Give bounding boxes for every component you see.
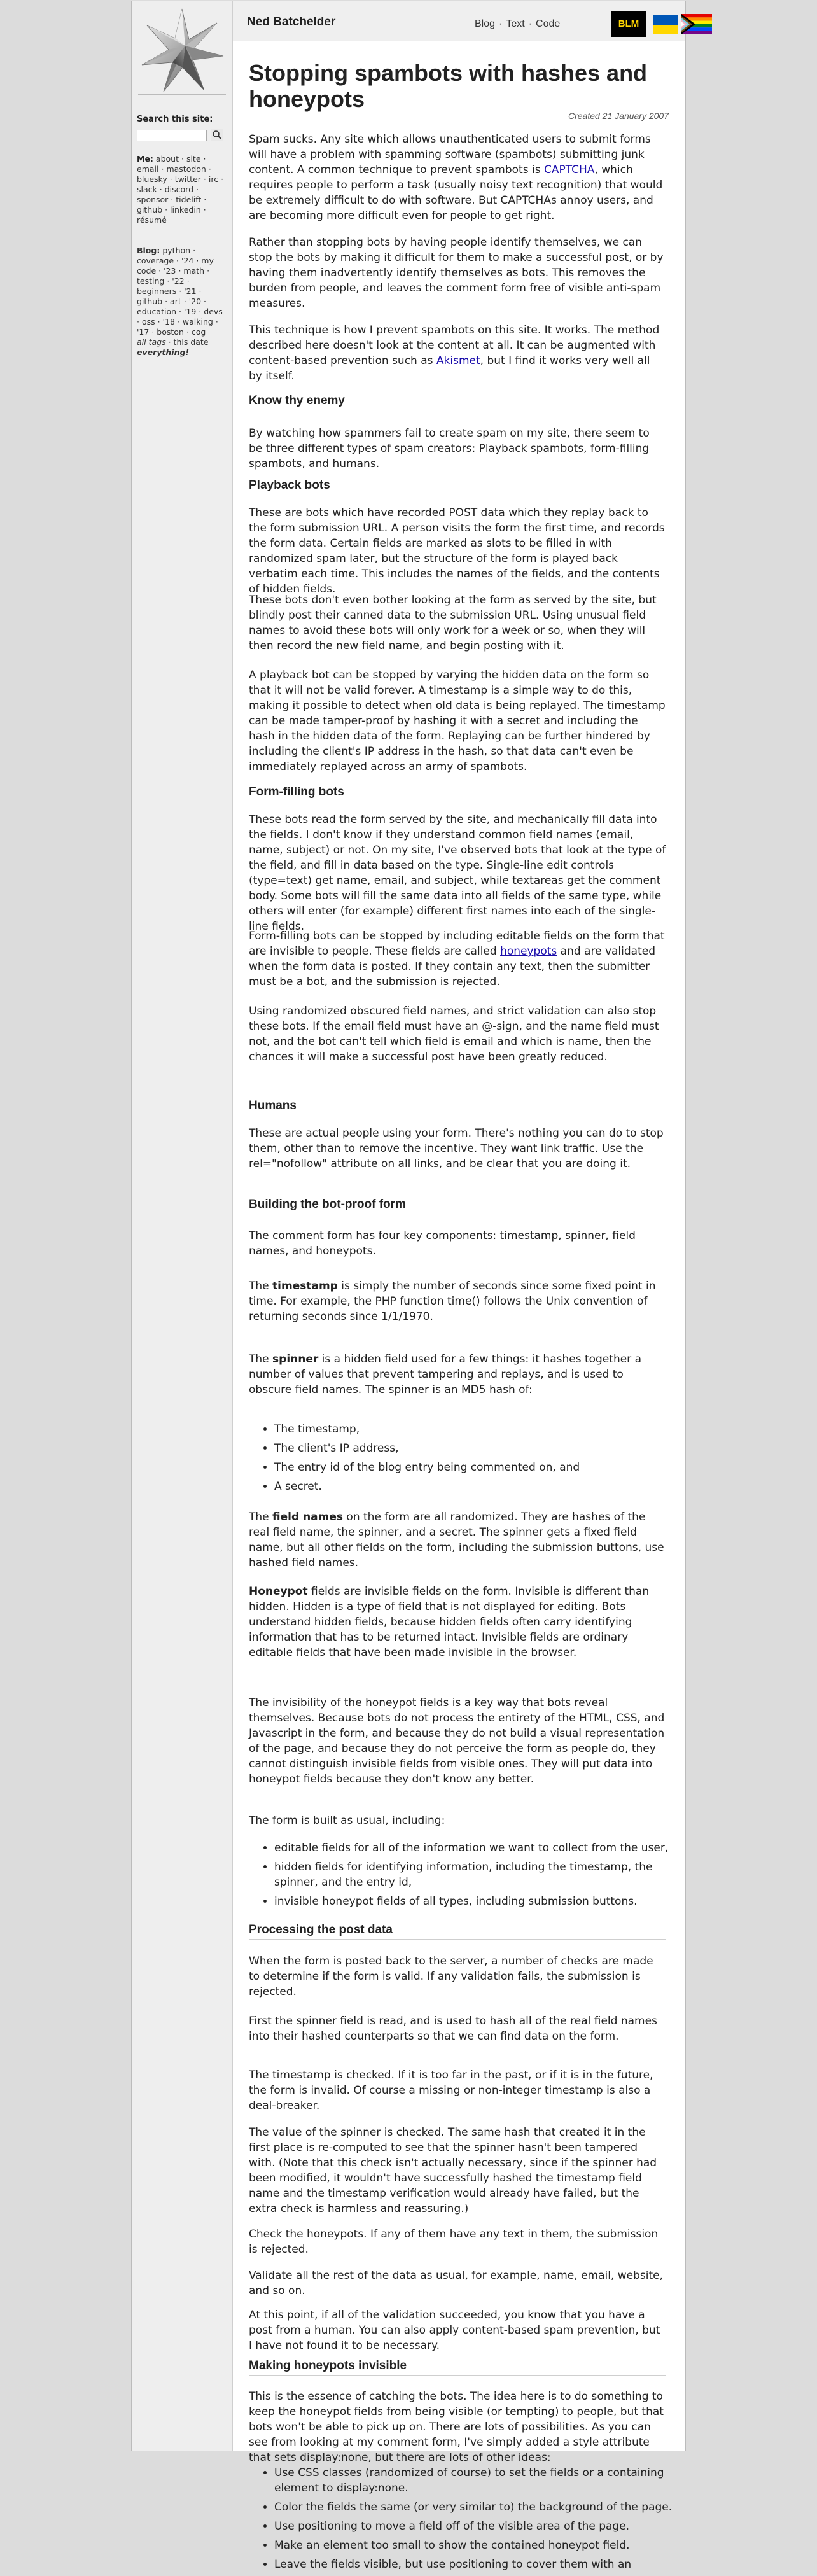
para-text: The (249, 1280, 273, 1292)
heading-processing: Processing the post data (249, 1923, 666, 1940)
sep: · (177, 317, 180, 326)
page (131, 1, 686, 2571)
top-nav (473, 18, 562, 30)
para-19: When the form is posted back to the server, a number of checks are made to determine if the form is valid. If any validation fails, the submission is rejected. (249, 1955, 653, 1998)
blog-link-beginners[interactable]: beginners (137, 286, 177, 296)
sep: · (151, 327, 155, 337)
para-text: The (249, 1353, 273, 1366)
blog-link-all-tags[interactable]: all tags (137, 337, 166, 347)
blog-link-coverage[interactable]: coverage (137, 256, 174, 265)
me-link-linkedin[interactable]: linkedin (170, 205, 201, 214)
sep: · (208, 164, 211, 174)
blog-link-19[interactable]: '19 (183, 307, 197, 316)
para-text: Form-filling bots can be stopped by including editable fields on the form that are invisible to people. These fields are called (249, 930, 665, 958)
blm-badge[interactable]: BLM (611, 11, 646, 37)
para-text: This technique is how I prevent spambots on this site. It works. The method described here doesn't look at the content at all. It can be augmented with content-based prevention such as (249, 324, 660, 367)
para-13 (249, 1278, 666, 1324)
blog-link-walking[interactable]: walking (182, 317, 213, 326)
me-link-twitter[interactable]: twitter (174, 174, 201, 184)
me-links (137, 154, 227, 225)
para-text: on the form are all randomized. They are hashes of the real field name, the spinner, and a secret. The spinner gets a fixed field name, but all other fields on the form, including the submission buttons, use hashed field names. (249, 1511, 664, 1569)
para-14 (249, 1352, 666, 1397)
para-17: The invisibility of the honeypot fields is a key way that bots reveal themselves. Because bots do not process the entirety of the HTML, CSS, and Javascript in the form, and because they do not build a visual representation of the page, and because they do not perceive the form as people do, they cannot distinguish invisible fields from visible ones. They will put data into honeypot fields because they don't know any better. (249, 1697, 665, 1786)
blog-link-17[interactable]: '17 (137, 327, 150, 337)
sep: · (215, 317, 218, 326)
invisible-list (249, 2465, 692, 2576)
sep: · (171, 195, 174, 204)
star-logo-icon (138, 6, 226, 94)
sep: · (203, 154, 206, 164)
blog-link-oss[interactable]: oss (141, 317, 155, 326)
search-icon (211, 129, 223, 141)
blog-link-art[interactable]: art (170, 297, 181, 306)
me-link-email[interactable]: email (137, 164, 159, 174)
blog-link-23[interactable]: '23 (164, 266, 176, 276)
blog-link-18[interactable]: '18 (162, 317, 175, 326)
heading-form-filling-bots: Form-filling bots (249, 785, 344, 799)
me-link-bluesky[interactable]: bluesky (137, 174, 167, 184)
sep: · (199, 307, 202, 316)
para-24: Validate all the rest of the data as usual, for example, name, email, website, and so on. (249, 2269, 664, 2297)
sep: · (196, 256, 199, 265)
term-field-names: field names (272, 1511, 344, 1523)
sep: · (167, 276, 170, 286)
sep: · (203, 174, 206, 184)
term-timestamp: timestamp (272, 1280, 338, 1292)
blog-link-my-code[interactable]: my code (137, 256, 214, 276)
para-21: The timestamp is checked. If it is too far in the past, or if it is in the future, the form is invalid. Of course a missing or non-integer timestamp is also a deal-breaker. (249, 2069, 653, 2112)
nav-sep: · (499, 18, 503, 29)
heading-invisible-honeypots: Making honeypots invisible (249, 2359, 666, 2376)
list-item: • invisible honeypot fields of all types, including submission buttons. (274, 1894, 692, 1909)
created-date: Created 21 January 2007 (568, 111, 669, 121)
list-item: • Leave the fields visible, but use positioning to cover them with an (274, 2557, 692, 2572)
sep: · (168, 337, 171, 347)
blog-link-22[interactable]: '22 (172, 276, 185, 286)
me-link-tidelift[interactable]: tidelift (176, 195, 202, 204)
sep: · (165, 297, 168, 306)
sep: · (193, 246, 196, 255)
blog-link-24[interactable]: '24 (181, 256, 194, 265)
para-26: This is the essence of catching the bots. The idea here is to do something to keep the honeypot fields from being visible (or tempting) to people, but that bots won't be able to pick up on. There are lots of possibilities. As you can see from looking at my comment form, I've simply added a style attribute that sets display:none, but there are lots of other ideas: (249, 2390, 664, 2464)
blog-link-20[interactable]: '20 (188, 297, 202, 306)
list-item: • The entry id of the blog entry being commented on, and (274, 1460, 692, 1475)
akismet-link[interactable]: Akismet (436, 354, 480, 367)
sep: · (158, 266, 162, 276)
blog-links (137, 246, 227, 358)
blog-link-21[interactable]: '21 (184, 286, 197, 296)
list-item: • editable fields for all of the information we want to collect from the user, (274, 1840, 692, 1856)
blog-link-cog[interactable]: cog (191, 327, 206, 337)
sep: · (186, 276, 190, 286)
sep: · (165, 205, 168, 214)
me-link-github[interactable]: github (137, 205, 163, 214)
me-link-slack[interactable]: slack (137, 185, 157, 194)
sep: · (179, 307, 181, 316)
para-5: These are bots which have recorded POST data which they replay back to the form submission URL. A person visits the form the first time, and records the form data. Certain fields are marked as slots to be filled in with randomized spam later, but the structure of the form is played back verbatim each time. This includes the names of the fields, and the contents of hidden fields. (249, 507, 665, 596)
heading-playback-bots: Playback bots (249, 479, 330, 492)
form-list (249, 1840, 692, 1913)
search-label: Search this site: (137, 115, 213, 124)
sep: · (183, 297, 186, 306)
site-logo[interactable] (138, 6, 226, 95)
para-intro (249, 132, 666, 223)
para-10: Using randomized obscured field names, and strict validation can also stop these bots. If the email field must have an @-sign, and the name field must not, and the bot can't tell which field is email and which is name, then the chances it will make a successful post have been greatly reduced. (249, 1005, 659, 1063)
para-7: A playback bot can be stopped by varying the hidden data on the form so that it will not be valid forever. A timestamp is a simple way to do this, making it possible to detect when old data is being replayed. The timestamp can be made tamper-proof by hashing it with a secret and including the hash in the hidden data of the form. Replaying can be further hindered by including the client's IP address in the hash, so that data can't even be immediately replayed across an army of spambots. (249, 669, 666, 773)
blog-link-github[interactable]: github (137, 297, 163, 306)
me-link-site[interactable]: site (186, 154, 201, 164)
blog-link-devs[interactable]: devs (204, 307, 223, 316)
para-text: Spam sucks. Any site which allows unauthenticated users to submit forms will have a problem with spamming software (spambots) submitting junk content. A common technique to prevent spambots is (249, 133, 651, 176)
para-18: The form is built as usual, including: (249, 1814, 445, 1827)
nav-sep: · (528, 18, 533, 29)
site-header (233, 1, 685, 41)
sep: · (181, 154, 184, 164)
me-link-about[interactable]: about (155, 154, 179, 164)
blog-link-everything[interactable]: everything! (137, 347, 190, 357)
sep: · (204, 195, 207, 204)
para-6: These bots don't even bother looking at the form as served by the site, but blindly post their canned data to the submission URL. Using unusual field names to avoid these bots will only work for a week or so, when they will then record the new field name, and begin posting with it. (249, 594, 657, 652)
para-text: fields are invisible fields on the form. Invisible is different than hidden. Hidden is a type of field that is not displayed for editing. Bots understand hidden fields, because hidden fields often carry identifying information that has to be returned intact. Invisible fields are ordinary editable fields that have been made invisible in the browser. (249, 1585, 650, 1659)
blog-link-testing[interactable]: testing (137, 276, 165, 286)
captcha-link[interactable]: CAPTCHA (543, 164, 595, 176)
para-text: is a hidden field used for a few things: it hashes together a number of values that prevent tampering and replays, and is used to obscure field names. The spinner is an MD5 hash of: (249, 1353, 641, 1396)
para-16 (249, 1584, 666, 1660)
list-item: • The client's IP address, (274, 1441, 692, 1456)
list-item: • Color the fields the same (or very similar to) the background of the page. (274, 2500, 692, 2515)
para-4: By watching how spammers fail to create spam on my site, there seem to be three different types of spam creators: Playback spambots, form-filling spambots, and humans. (249, 427, 650, 470)
list-item: • Use positioning to move a field off of the visible area of the page. (274, 2519, 692, 2534)
para-text: , which requires people to perform a task (usually noisy text recognition) that would be extremely difficult to do with software. But CAPTCHAs annoy users, and are becoming more difficult even for people to get right. (249, 164, 663, 222)
honeypots-link[interactable]: honeypots (500, 945, 557, 958)
me-link-mastodon[interactable]: mastodon (166, 164, 206, 174)
term-spinner: spinner (272, 1353, 319, 1366)
sep: · (186, 327, 189, 337)
term-honeypot: Honeypot (249, 1585, 308, 1598)
sep: · (178, 266, 181, 276)
blog-link-math[interactable]: math (183, 266, 205, 276)
blog-label: Blog: (137, 246, 160, 255)
blog-link-this-date[interactable]: this date (173, 337, 209, 347)
para-text: The (249, 1511, 273, 1523)
sep: · (161, 164, 164, 174)
para-text: and are validated when the form data is posted. If they contain any text, then the submitter must be a bot, and the submission is rejected. (249, 945, 656, 988)
heading-humans: Humans (249, 1099, 297, 1112)
me-link-resume[interactable]: résumé (137, 215, 167, 225)
site-title[interactable]: Ned Batchelder (247, 15, 336, 29)
nav-code[interactable]: Code (536, 18, 561, 29)
sep: · (179, 286, 182, 296)
blog-link-education[interactable]: education (137, 307, 177, 316)
pride-flag-icon[interactable] (681, 14, 712, 34)
me-link-sponsor[interactable]: sponsor (137, 195, 169, 204)
para-15 (249, 1509, 666, 1571)
blog-link-python[interactable]: python (162, 246, 191, 255)
list-item: • hidden fields for identifying information, including the timestamp, the spinner, and the entry id, (274, 1859, 692, 1890)
para-3 (249, 323, 666, 384)
spinner-list (249, 1422, 692, 1498)
sep: · (159, 185, 162, 194)
me-link-irc[interactable]: irc (208, 174, 219, 184)
para-2: Rather than stopping bots by having people identify themselves, we can stop the bots by making it difficult for them to make a successful post, or by having them inadvertently identify themselves as bots. This removes the burden from people, and leaves the comment form free of visible anti-spam measures. (249, 236, 664, 310)
list-item: • The timestamp, (274, 1422, 692, 1437)
sep: · (137, 317, 139, 326)
page-title: Stopping spambots with hashes and honeypots (249, 60, 648, 112)
para-9 (249, 928, 666, 990)
para-text: is simply the number of seconds since some fixed point in time. For example, the PHP function time() follows the Unix convention of returning seconds since 1/1/1970. (249, 1280, 656, 1323)
para-23: Check the honeypots. If any of them have any text in them, the submission is rejected. (249, 2228, 659, 2256)
sep: · (203, 205, 206, 214)
list-item: • Make an element too small to show the contained honeypot field. (274, 2538, 692, 2553)
sep: · (204, 297, 207, 306)
nav-blog[interactable]: Blog (475, 18, 496, 29)
para-12: The comment form has four key components: timestamp, spinner, field names, and honeypots. (249, 1229, 636, 1257)
sep: · (157, 317, 160, 326)
heading-building-form: Building the bot-proof form (249, 1198, 666, 1214)
para-20: First the spinner field is read, and is used to hash all of the real field names into their hashed counterparts so that we can find data on the form. (249, 2015, 657, 2043)
sep: · (169, 174, 172, 184)
search-row (137, 129, 226, 143)
list-item: • A secret. (274, 1479, 692, 1494)
me-link-discord[interactable]: discord (164, 185, 194, 194)
search-input[interactable] (137, 130, 207, 141)
para-text: , but I find it works very well all by itself. (249, 354, 650, 382)
blog-link-boston[interactable]: boston (157, 327, 184, 337)
list-item: • Use CSS classes (randomized of course) to set the fields or a containing element to display:none. (274, 2465, 692, 2496)
sidebar (132, 1, 233, 2451)
para-25: At this point, if all of the validation succeeded, you know that you have a post from a human. You can also apply content-based spam prevention, but I have not found it to be necessary. (249, 2309, 660, 2352)
ukraine-flag-icon[interactable] (653, 15, 678, 34)
nav-text[interactable]: Text (506, 18, 525, 29)
para-8: These bots read the form served by the site, and mechanically fill data into the fields. I don't know if they understand common field names (email, name, subject) or not. On my site, I've observed bots that look at the type of the field, and fill in data based on the type. Single-line edit controls (type=text) get name, email, and subject, while textareas get the comment body. Some bots will fill the same data into all fields of the same type, while others will enter (for example) different first names into each of the single-line fields. (249, 813, 666, 933)
heading-know-thy-enemy: Know thy enemy (249, 394, 666, 410)
para-22: The value of the spinner is checked. The same hash that created it in the first place is re-computed to see that the spinner hasn't been tampered with. (Note that this check isn't actually necessary, since if the spinner had been modified, it wouldn't have successfully hashed the timestamp field name and the timestamp verification would already have failed, but the extra check is harmless and reassuring.) (249, 2126, 657, 2215)
sep: · (196, 185, 199, 194)
para-11: These are actual people using your form. There's nothing you can do to stop them, other than to remove the incentive. They want link traffic. Use the rel="nofollow" attribute on all links, and be clear that you are doing it. (249, 1127, 664, 1170)
sep: · (199, 286, 202, 296)
sep: · (176, 256, 179, 265)
sep: · (221, 174, 224, 184)
me-label: Me: (137, 154, 153, 164)
search-button[interactable] (211, 129, 223, 141)
sep: · (207, 266, 210, 276)
